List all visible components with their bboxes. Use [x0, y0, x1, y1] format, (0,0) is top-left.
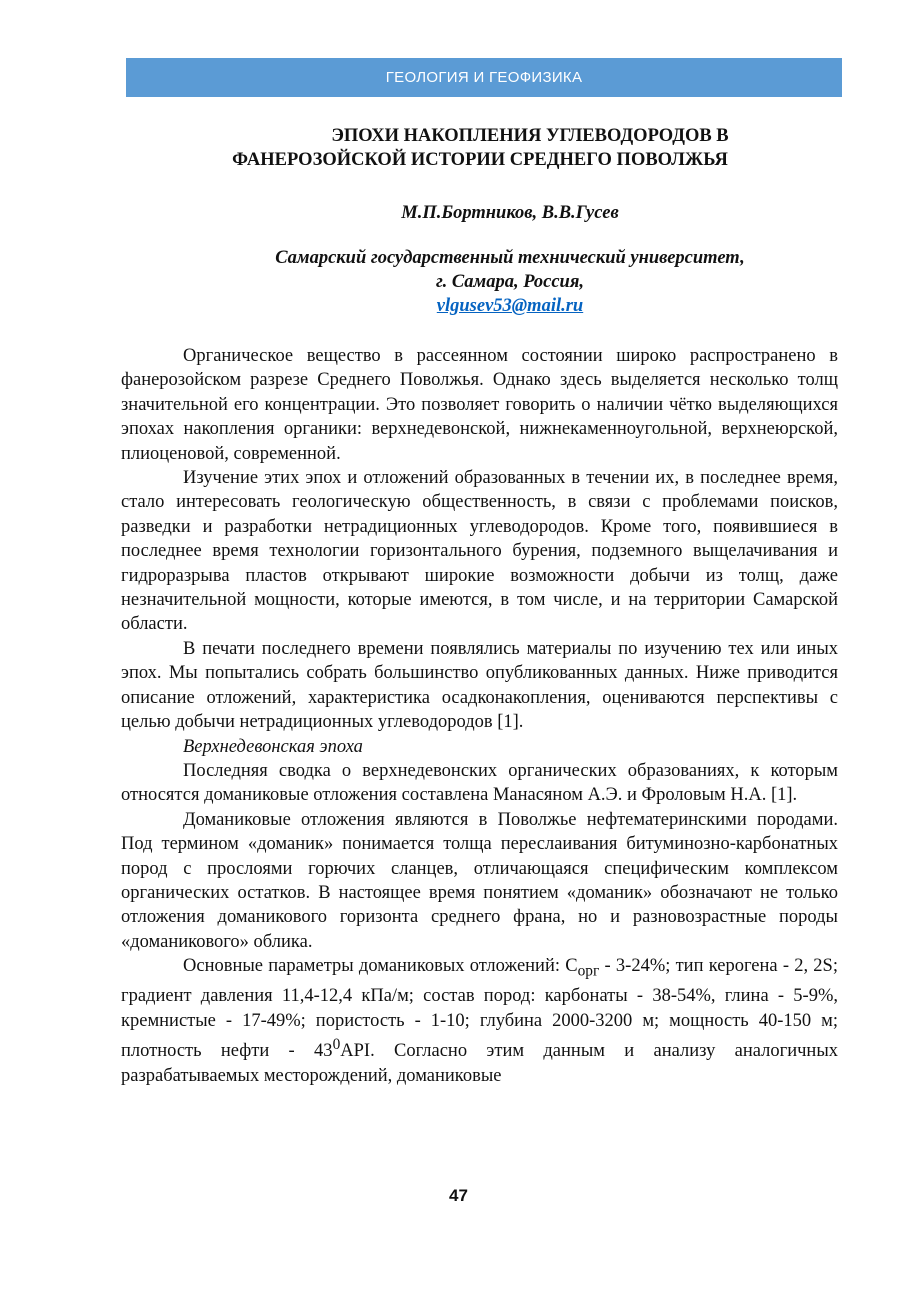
affiliation: [150, 246, 870, 318]
degree-superscript: 0: [332, 1036, 341, 1054]
article-title: [150, 124, 810, 172]
paragraph-6: [121, 954, 838, 1088]
page-number: 47: [449, 1186, 468, 1205]
section-header: ГЕОЛОГИЯ И ГЕОФИЗИКА: [126, 58, 842, 97]
title-line-2: ФАНЕРОЗОЙСКОЙ ИСТОРИИ СРЕДНЕГО ПОВОЛЖЬЯ: [232, 150, 728, 170]
affiliation-line-2: г. Самара, Россия,: [436, 272, 584, 292]
paragraph-6-part-a: Основные параметры доманиковых отложений: С: [183, 956, 578, 977]
paragraph-2: Изучение этих эпох и отложений образованных в течении их, в последнее время, стало интересовать геологическую общественность, в связи с проблемами поисков, разведки и разработки нетрадиционных углеводородов. Кроме того, появившиеся в последнее время технологии горизонтального бурения, подземного выщелачивания и гидроразрыва пластов открывают широкие возможности добычи из толщ, даже незначительной мощности, которые имеются, в том числе, и на территории Самарской области.: [121, 468, 838, 635]
paragraph-3: В печати последнего времени появлялись материалы по изучению тех или иных эпох. Мы попытались собрать большинство опубликованных данных. Ниже приводится описание отложений, характеристика осадконакопления, оцениваются перспективы с целью добычи нетрадиционных углеводородов [1].: [121, 638, 838, 733]
c-org-subscript: орг: [577, 962, 600, 980]
paragraph-1: Органическое вещество в рассеянном состоянии широко распространено в фанерозойском разрезе Среднего Поволжья. Однако здесь выделяется несколько толщ значительной его концентрации. Это позволяет говорить о наличии чётко выделяющихся эпохах накопления органики: верхнедевонской, нижнекаменноугольной, верхнеюрской, плиоценовой, современной.: [121, 346, 838, 464]
authors: М.П.Бортников, В.В.Гусев: [401, 203, 619, 223]
paragraph-6-part-c: API. Согласно этим данным и анализу аналогичных разрабатываемых месторождений, доманиковые: [121, 1041, 838, 1086]
section-subheading: Верхнедевонская эпоха: [183, 736, 363, 757]
title-line-1: ЭПОХИ НАКОПЛЕНИЯ УГЛЕВОДОРОДОВ В: [331, 126, 729, 146]
paragraph-6-part-b: - 3-24%; тип керогена - 2, 2S; градиент давления 11,4-12,4 кПа/м; состав пород: карбонаты - 38-54%, глина - 5-9%, кремнистые - 17-49%; пористость - 1-10; глубина 2000-3200 м; мощность 40-150 м; плотность нефти - 43: [121, 956, 838, 1062]
article-body: [121, 344, 838, 1088]
affiliation-line-1: Самарский государственный технический университет,: [275, 248, 745, 268]
paragraph-5: Доманиковые отложения являются в Поволжье нефтематеринскими породами. Под термином «доманик» понимается толща переслаивания битуминозно-карбонатных пород с прослоями горючих сланцев, отличающаяся специфическим комплексом органических остатков. В настоящее время понятием «доманик» обозначают не только отложения доманикового горизонта среднего франа, но и разновозрастные породы «доманикового» облика.: [121, 809, 838, 952]
paragraph-4: Последняя сводка о верхнедевонских органических образованиях, к которым относятся доманиковые отложения составлена Манасяном А.Э. и Фроловым Н.А. [1].: [121, 760, 838, 806]
email-link[interactable]: vlgusev53@mail.ru: [436, 296, 584, 316]
